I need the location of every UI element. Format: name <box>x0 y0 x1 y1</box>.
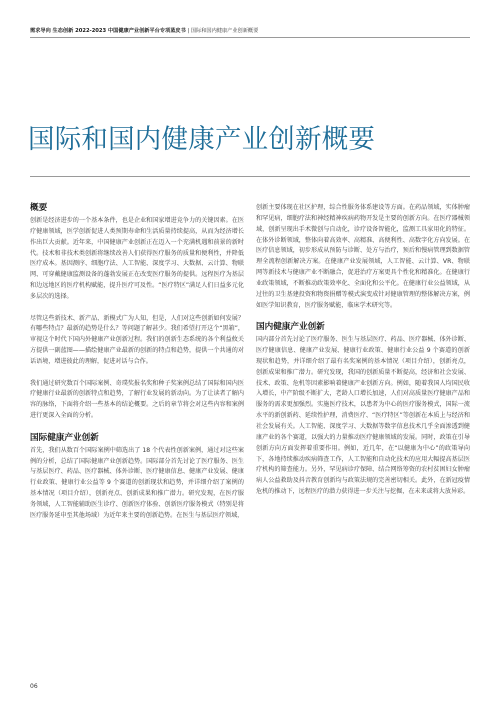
page-number: 06 <box>30 683 38 690</box>
international-heading: 国际健康产业创新 <box>30 432 99 443</box>
overview-paragraph-1: 创新是经济进步的一个基本条件，也是企业和国家增进竞争力的关键因素。在医疗健康领域，医学创新促进人类预期寿命和生活质量持续提高，从而为经济增长作出巨大贡献。近年来，中国健康产业创新正在迈入一个充满机遇和前景的新时代。技术和非技术类创新将继续改善人们获得医疗服务的质量和便利性，并降低医疗成本。基因测序、细胞疗法、人工智能、深度学习、大数据、云计算、物联网、可穿戴健康监测设备的蓬勃发展正在改变医疗服务的提供。远程医疗为基层和边远地区的医疗机构赋能，提升医疗可及性。“医疗特区”满足人们日益多元化多层次的选择。 <box>30 217 244 300</box>
right-column <box>256 203 470 498</box>
overview-paragraph-3: 我们通过研究数百个国际案例、奇璞奖报名奖和种子奖案例总结了国际和国内医疗健康行业最新的创新特点和趋势，了解行业发展的新动向。为了让读者了解内容的脉络，下面将介绍一些基本的结论概要。之后的章节将会对这些内容和案例进行更深入全面的分析。 <box>30 379 244 420</box>
title-rule <box>30 176 470 177</box>
domestic-heading: 国内健康产业创新 <box>256 322 325 333</box>
left-column <box>30 203 244 522</box>
report-name: 需求导向 生态创新 2022-2023 中国健康产业创新平台专项蓝皮书 <box>30 28 186 34</box>
section-name: 国际和国内健康产业创新概要 <box>190 28 259 34</box>
overview-paragraph-2: 尽管这些新技术、新产品、新模式广为人知，但是，人们对这些创新如何发展？有哪些特点？最新的趋势是什么？等问题了解甚少。我们希望打开这个“黑箱”，审视这个时代下国内外健康产业创新过程。我们的创新生态系统的各个利益攸关方提供一副蓝图——描绘健康产业最新的创新的特点和趋势，提供一个共通的对话语境，增进彼此的理解，促进对话与合作。 <box>30 314 244 365</box>
running-header <box>30 27 258 34</box>
international-paragraph: 首先，我们从数百个国际案例中筛选出了 18 个代表性创新案例，通过对这些案例的分析，总结了国际健康产业创新趋势。国际部分首先讨论了医疗服务、医生与基层医疗、药品、医疗器械、体外诊断、医疗健康信息、健康产业发展、健康行业政策、健康行业公益等 9 个赛道的创新现状和趋势，并详细介绍了案例的基本情况（项目介绍），创新亮点、创新成果和推广潜力。研究发现，在医疗服务领域，人工智能辅助医生诊疗、创新医疗体验、创新医疗服务模式（特别是将医疗服务延申至其他场域）为近年来主要的创新趋势。在医生与基层医疗领域， <box>30 446 244 519</box>
overview-heading: 概要 <box>30 203 48 213</box>
international-paragraph-continued: 创新主要体现在社区护理，综合性服务体系建设等方面。在药品领域，实体肿瘤和罕见病，细胞疗法和神经精神疾病药物开发是主要的创新方向。在医疗器械领域，创新呈现出手术微创与自动化，诊疗设备智能化，监测工具家用化的特征。在体外诊断领域，整体向着高效率、高精准、高便利性、高数字化方向发展。在医疗信息领域，初步形成从预防与诊断、处方与治疗，预后和慢病管理到数据管理全流程创新解决方案。在健康产业发展领域，人工智能、云计算、VR、物联网等新技术与健康产业不断融合，促进治疗方案更具个性化和精准化。在健康行业政策领域，不断推动政策效率化、全面化和公平化。在健康行业公益领域，从过往的卫生基建投资和物资捐赠等模式演变成针对健康管理的整体解决方案，例如医学知识教育，医疗服务赋能，临床学术研究等。 <box>256 204 470 309</box>
domestic-paragraph: 国内部分首先讨论了医疗服务、医生与基层医疗、药品、医疗器械、体外诊断、医疗健康信息、健康产业发展、健康行业政策、健康行业公益 9 个赛道的创新现状和趋势，并详细介绍了最有名奖案例的基本情况（项目介绍），创新亮点，创新成果和推广潜力。研究发现，我国的创新质量不断提高，经济和社会发展、技术、政策、危机等因素影响着健康产业创新方向。例如，随着我国人均国民收入增长，中产阶级不断扩大，老龄人口增长加速，人们对高质量医疗健康产品和服务的需求更加强烈。实施医疗技术，以患者为中心的医疗服务模式，国际一流水平的新创新药、延续性护理，消费医疗、“医疗特区”等创新在本质上与经济和社会发展有关。人工智能、深度学习、大数据等数字信息技术几乎全面渗透到健康产业的各个赛道，以强大的力量推动医疗健康领域的发展。同时，政策在引导创新方向方面发挥着重要作用。例如，近几年，在“以健康为中心”的政策导向下，各地持续推动疾病筛查工作，人工智能和自动化技术的应用大幅提高基层医疗机构的筛查能力。另外，罕见病诊疗保障、结合网络筹资的农村贫困妇女肿瘤病人公益救助及抖音教育创新均与政策法规的完善密切相关。此外，在新冠疫情危机的推动下，远程医疗的潜力获得进一步关注与挖掘，在未来或将大放异彩。 <box>256 336 470 496</box>
header-separator: | <box>185 28 191 34</box>
page-title: 国际和国内健康产业创新概要 <box>28 124 376 155</box>
header-rule <box>30 37 470 38</box>
